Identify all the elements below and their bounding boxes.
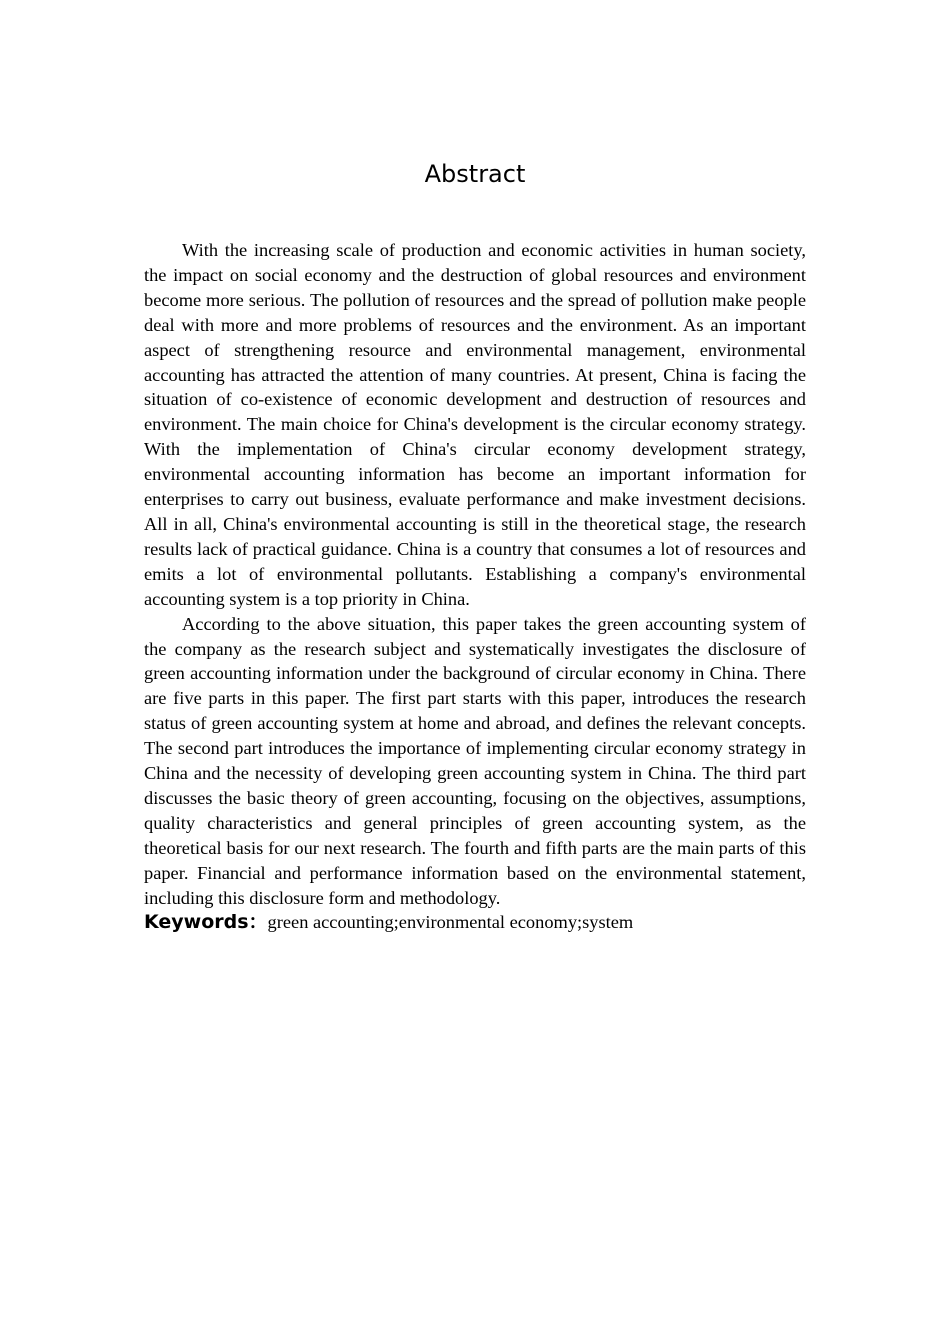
keywords-label: Keywords： xyxy=(144,911,268,934)
keywords-line xyxy=(144,910,806,935)
abstract-title: Abstract xyxy=(424,160,526,188)
abstract-paragraph-2: According to the above situation, this paper takes the green accounting system of the company as the research subject and systematically investigates the disclosure of green accounting information under the background of circular economy in China. There are five parts in this paper. The first part starts with this paper, introduces the research status of green accounting system at home and abroad, and defines the relevant concepts. The second part introduces the importance of implementing circular economy strategy in China and the necessity of developing green accounting system in China. The third part discusses the basic theory of green accounting, focusing on the objectives, assumptions, quality characteristics and general principles of green accounting system, as the theoretical basis for our next research. The fourth and fifth parts are the main parts of this paper. Financial and performance information based on the environmental statement, including this disclosure form and methodology. xyxy=(144,613,806,908)
abstract-body xyxy=(144,238,806,935)
abstract-paragraph-1: With the increasing scale of production and economic activities in human society, the impact on social economy and the destruction of global resources and environment become more serious. The pollution of resources and the spread of pollution make people deal with more and more problems of resources and the environment. As an important aspect of strengthening resource and environmental management, environmental accounting has attracted the attention of many countries. At present, China is facing the situation of co-existence of economic development and destruction of resources and environment. The main choice for China's development is the circular economy strategy. With the implementation of China's circular economy development strategy, environmental accounting information has become an important information for enterprises to carry out business, evaluate performance and make investment decisions. All in all, China's environmental accounting is still in the theoretical stage, the research results lack of practical guidance. China is a country that consumes a lot of resources and emits a lot of environmental pollutants. Establishing a company's environmental accounting system is a top priority in China. xyxy=(144,240,806,609)
keywords-value: green accounting;environmental economy;system xyxy=(267,912,634,933)
